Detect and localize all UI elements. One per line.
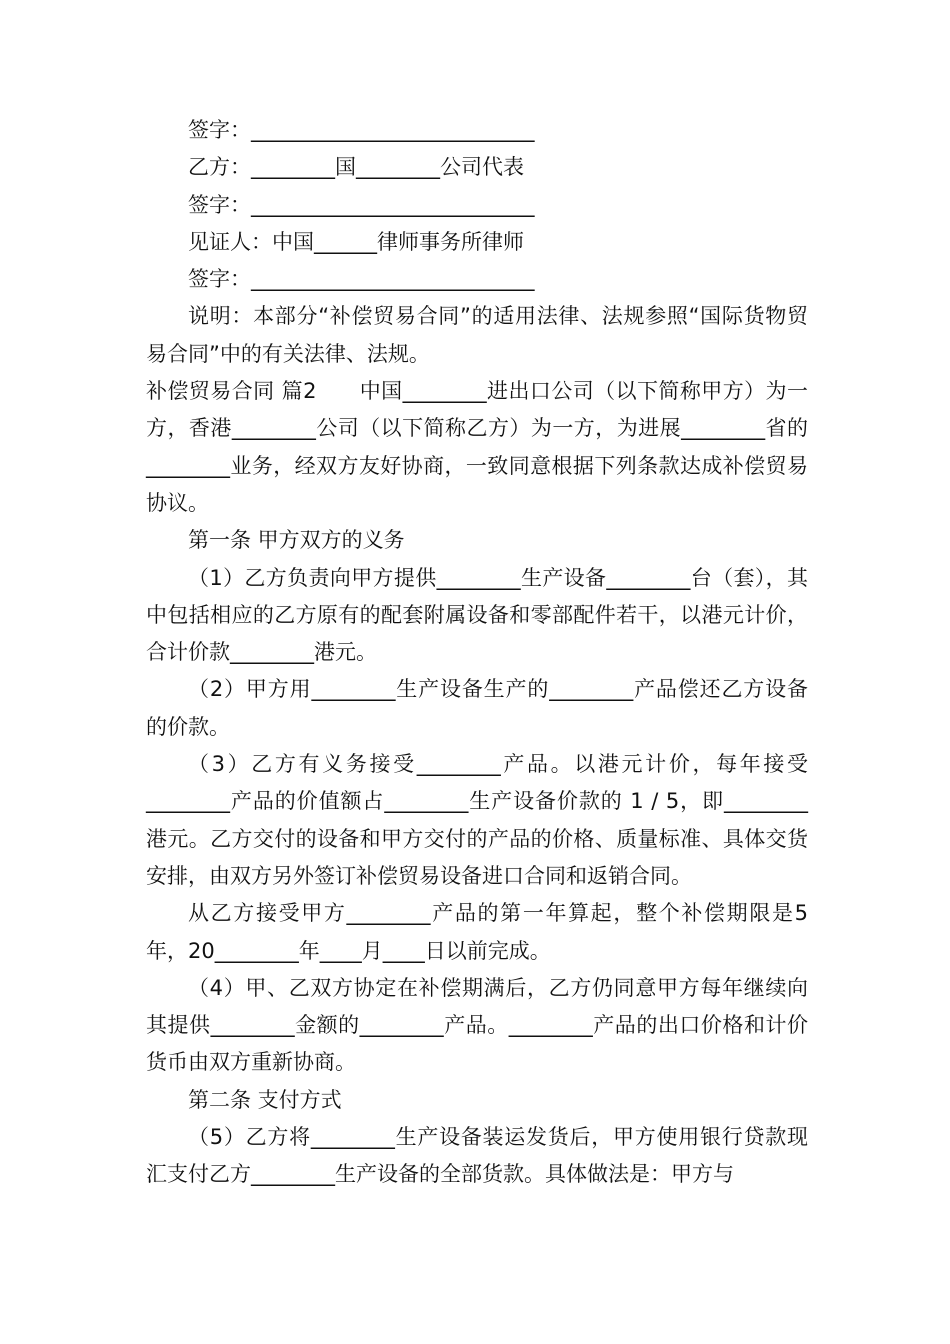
document-page bbox=[146, 112, 808, 1194]
clause-4: （4）甲、乙双方协定在补偿期满后，乙方仍同意甲方每年继续向其提供________金额的________产品。________产品的出口价格和计价货币由双方重新协商。 bbox=[146, 975, 808, 1075]
clause-3: （3）乙方有义务接受________产品。以港元计价，每年接受________产品的价值额占________生产设备价款的 1 / 5，即________港元。乙方交付的设备和甲方交付的产品的价格、质量标准、具体交货安排，由双方另外签订补偿贸易设备进口合同和返销合同。 bbox=[146, 752, 808, 888]
article-1-heading: 第一条 甲方双方的义务 bbox=[188, 528, 405, 553]
clause-5: （5）乙方将________生产设备装运发货后，甲方使用银行贷款现汇支付乙方________生产设备的全部货款。具体做法是：甲方与 bbox=[146, 1125, 808, 1187]
signature-line-2: 签字：___________________________ bbox=[188, 192, 535, 217]
signature-line-1: 签字：___________________________ bbox=[188, 118, 535, 142]
compensation-period-paragraph: 从乙方接受甲方________产品的第一年算起，整个补偿期限是5年，20________年____月____日以前完成。 bbox=[146, 901, 808, 963]
clause-2: （2）甲方用________生产设备生产的________产品偿还乙方设备的价款。 bbox=[146, 677, 808, 739]
witness-line: 见证人：中国______律师事务所律师 bbox=[188, 229, 524, 254]
contract-intro-paragraph: 补偿贸易合同 篇2 中国________进出口公司（以下简称甲方）为一方，香港________公司（以下简称乙方）为一方，为进展________省的________业务，经双方友好协商，一致同意根据下列条款达成补偿贸易协议。 bbox=[146, 379, 808, 515]
signature-line-3: 签字：___________________________ bbox=[188, 267, 535, 292]
clause-1: （1）乙方负责向甲方提供________生产设备________台（套），其中包括相应的乙方原有的配套附属设备和零部配件若干，以港元计价，合计价款________港元。 bbox=[146, 565, 808, 665]
article-2-heading: 第二条 支付方式 bbox=[188, 1087, 342, 1112]
party-b-line: 乙方：________国________公司代表 bbox=[188, 155, 524, 180]
note-paragraph: 说明：本部分“补偿贸易合同”的适用法律、法规参照“国际货物贸易合同”中的有关法律、法规。 bbox=[146, 304, 808, 366]
